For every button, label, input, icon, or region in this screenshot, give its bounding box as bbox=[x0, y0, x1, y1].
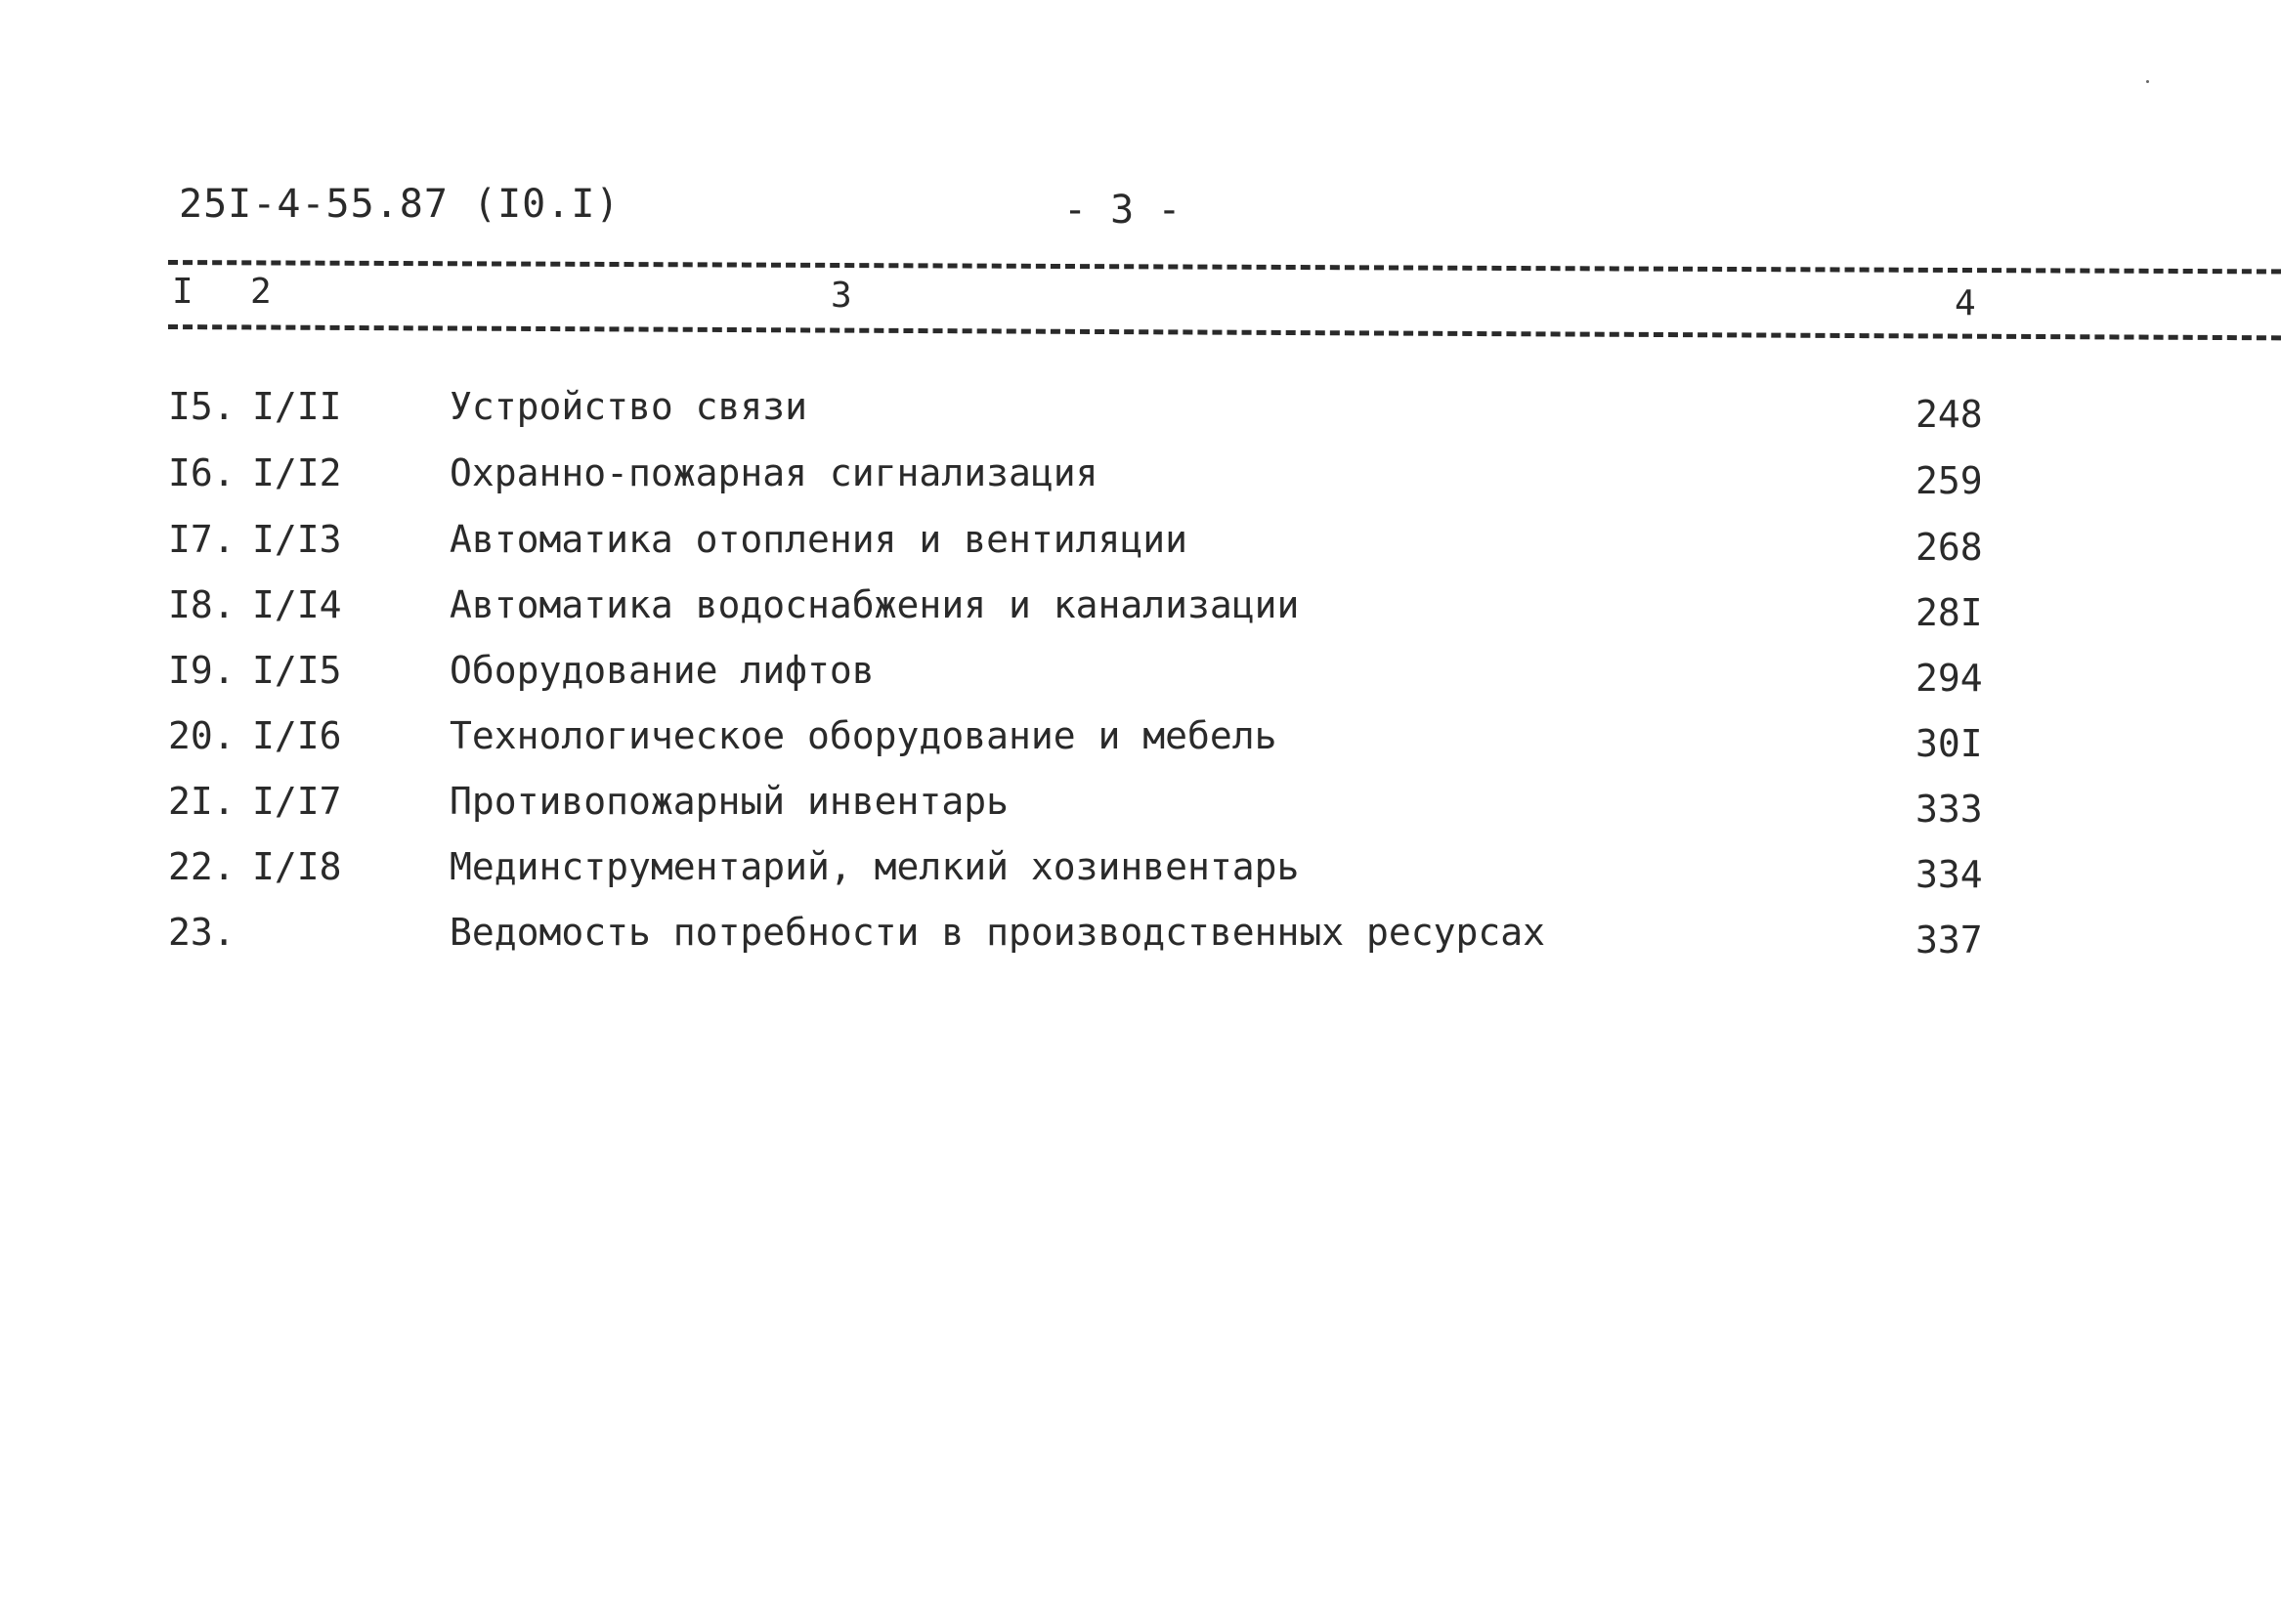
entry-title: Устройство связи bbox=[450, 385, 808, 428]
toc-row bbox=[0, 649, 2281, 704]
entry-page: 333 bbox=[1915, 788, 1983, 831]
entry-number: I6. bbox=[168, 451, 236, 494]
entry-page: 268 bbox=[1915, 526, 1983, 569]
entry-title: Мединструментарий, мелкий хозинвентарь bbox=[450, 845, 1300, 888]
entry-title: Ведомость потребности в производственных ресурсах bbox=[450, 911, 1546, 954]
toc-row bbox=[0, 518, 2281, 573]
entry-code: I/I5 bbox=[252, 649, 342, 692]
entry-code: I/I3 bbox=[252, 518, 342, 561]
toc-row bbox=[0, 911, 2281, 965]
entry-title: Технологическое оборудование и мебель bbox=[450, 714, 1277, 757]
entry-title: Автоматика отопления и вентиляции bbox=[450, 518, 1187, 561]
entry-number: 20. bbox=[168, 714, 236, 757]
column-header-4: 4 bbox=[1955, 283, 1976, 323]
column-header-3: 3 bbox=[831, 276, 852, 316]
toc-row bbox=[0, 385, 2281, 440]
entry-code: I/I2 bbox=[252, 451, 342, 494]
column-header-1: I bbox=[172, 272, 194, 312]
entry-number: 2I. bbox=[168, 780, 236, 823]
entry-title: Противопожарный инвентарь bbox=[450, 780, 1009, 823]
toc-row bbox=[0, 714, 2281, 769]
toc-row bbox=[0, 780, 2281, 834]
header-rule-bottom bbox=[168, 324, 2281, 340]
entry-code: I/I4 bbox=[252, 583, 342, 626]
entry-code: I/I7 bbox=[252, 780, 342, 823]
scan-speck bbox=[2146, 80, 2149, 83]
document-code: 25I-4-55.87 (I0.I) bbox=[179, 182, 621, 227]
toc-row bbox=[0, 583, 2281, 638]
entry-page: 248 bbox=[1915, 393, 1983, 436]
entry-title: Оборудование лифтов bbox=[450, 649, 875, 692]
toc-row bbox=[0, 845, 2281, 900]
entry-code: I/I8 bbox=[252, 845, 342, 888]
entry-page: 294 bbox=[1915, 657, 1983, 700]
entry-page: 334 bbox=[1915, 853, 1983, 896]
entry-page: 30I bbox=[1915, 722, 1983, 765]
entry-code: I/I6 bbox=[252, 714, 342, 757]
column-header-2: 2 bbox=[250, 272, 272, 312]
entry-number: I7. bbox=[168, 518, 236, 561]
entry-number: I9. bbox=[168, 649, 236, 692]
entry-number: I8. bbox=[168, 583, 236, 626]
entry-code: I/II bbox=[252, 385, 342, 428]
header-rule-top bbox=[168, 260, 2281, 274]
entry-title: Автоматика водоснабжения и канализации bbox=[450, 583, 1300, 626]
toc-row bbox=[0, 451, 2281, 506]
entry-number: 23. bbox=[168, 911, 236, 954]
entry-page: 28I bbox=[1915, 591, 1983, 634]
entry-title: Охранно-пожарная сигнализация bbox=[450, 451, 1098, 494]
entry-number: I5. bbox=[168, 385, 236, 428]
entry-page: 337 bbox=[1915, 919, 1983, 962]
entry-page: 259 bbox=[1915, 459, 1983, 502]
page-number: - 3 - bbox=[1063, 188, 1182, 233]
entry-number: 22. bbox=[168, 845, 236, 888]
